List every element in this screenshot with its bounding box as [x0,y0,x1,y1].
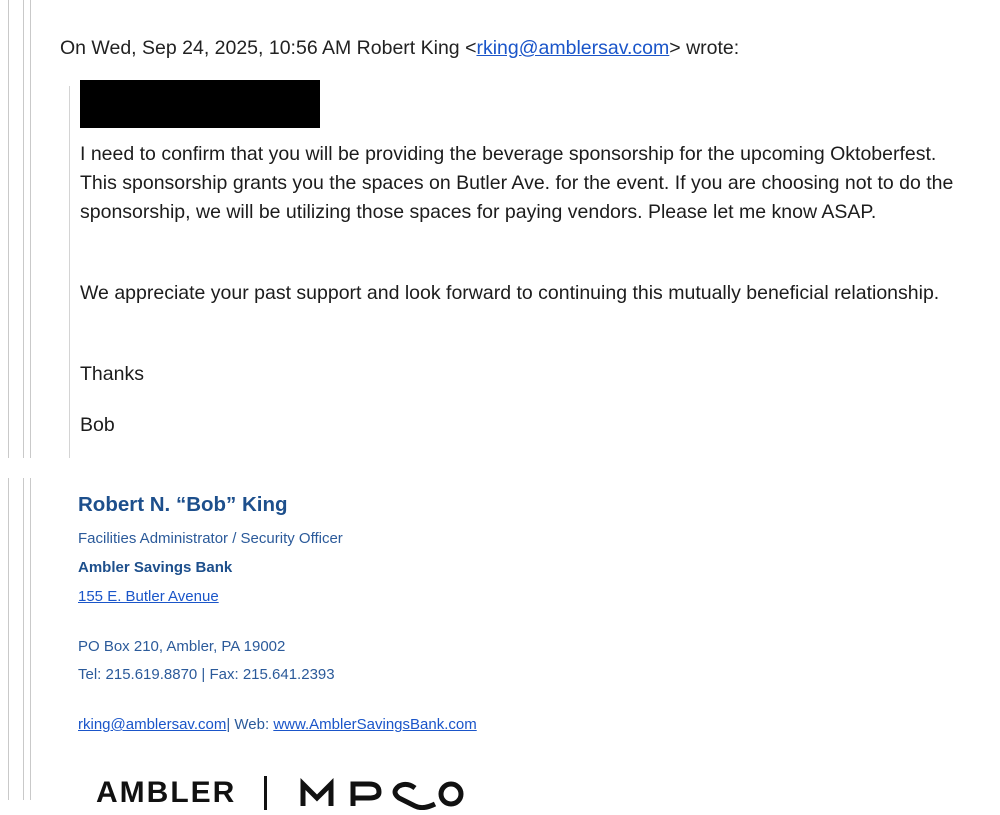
bank-logo [96,776,465,809]
quote-rail-inner-top [30,0,31,458]
body-sender-name: Bob [80,414,115,436]
signature-company: Ambler Savings Bank [78,559,233,576]
signature-address-link[interactable]: 155 E. Butler Avenue [78,588,219,605]
quote-rail-middle [23,0,24,800]
quote-header-suffix: > wrote: [669,37,740,59]
quote-header [60,37,739,60]
signature-title: Facilities Administrator / Security Officer [78,530,343,547]
signature-phone-fax: Tel: 215.619.8870 | Fax: 215.641.2393 [78,666,335,683]
bank-logo-mark-icon [295,776,465,815]
body-closing: Thanks [80,363,144,385]
quote-rail-inner-bottom [30,478,31,800]
signature-website-link[interactable]: www.AmblerSavingsBank.com [273,716,477,733]
sender-email-link[interactable]: rking@amblersav.com [476,37,670,59]
redacted-block [80,80,320,128]
signature-web-separator: | Web: [226,716,274,733]
screenshot-gap [0,458,1000,478]
quoted-message-rail [69,86,70,458]
logo-wordmark: AMBLER [96,776,237,809]
body-paragraph-request: I need to confirm that you will be providing the beverage sponsorship for the upcoming Oktoberfest. This sponsorship grants you the spaces on Butler Ave. for the event. If you are choosing not to do the sponsorship, we will be utilizing those spaces for paying vendors. Please let me know ASAP. [80,143,954,223]
signature-contact-line [78,716,477,733]
logo-divider [264,776,267,810]
quote-rail-outer [8,0,9,800]
signature-name: Robert N. “Bob” King [78,493,288,516]
body-paragraph-appreciation: We appreciate your past support and look forward to continuing this mutually beneficial relationship. [80,282,940,304]
signature-po-box: PO Box 210, Ambler, PA 19002 [78,638,286,655]
quote-header-prefix: On Wed, Sep 24, 2025, 10:56 AM Robert King < [60,37,477,59]
signature-email-link[interactable]: rking@amblersav.com [78,716,227,733]
